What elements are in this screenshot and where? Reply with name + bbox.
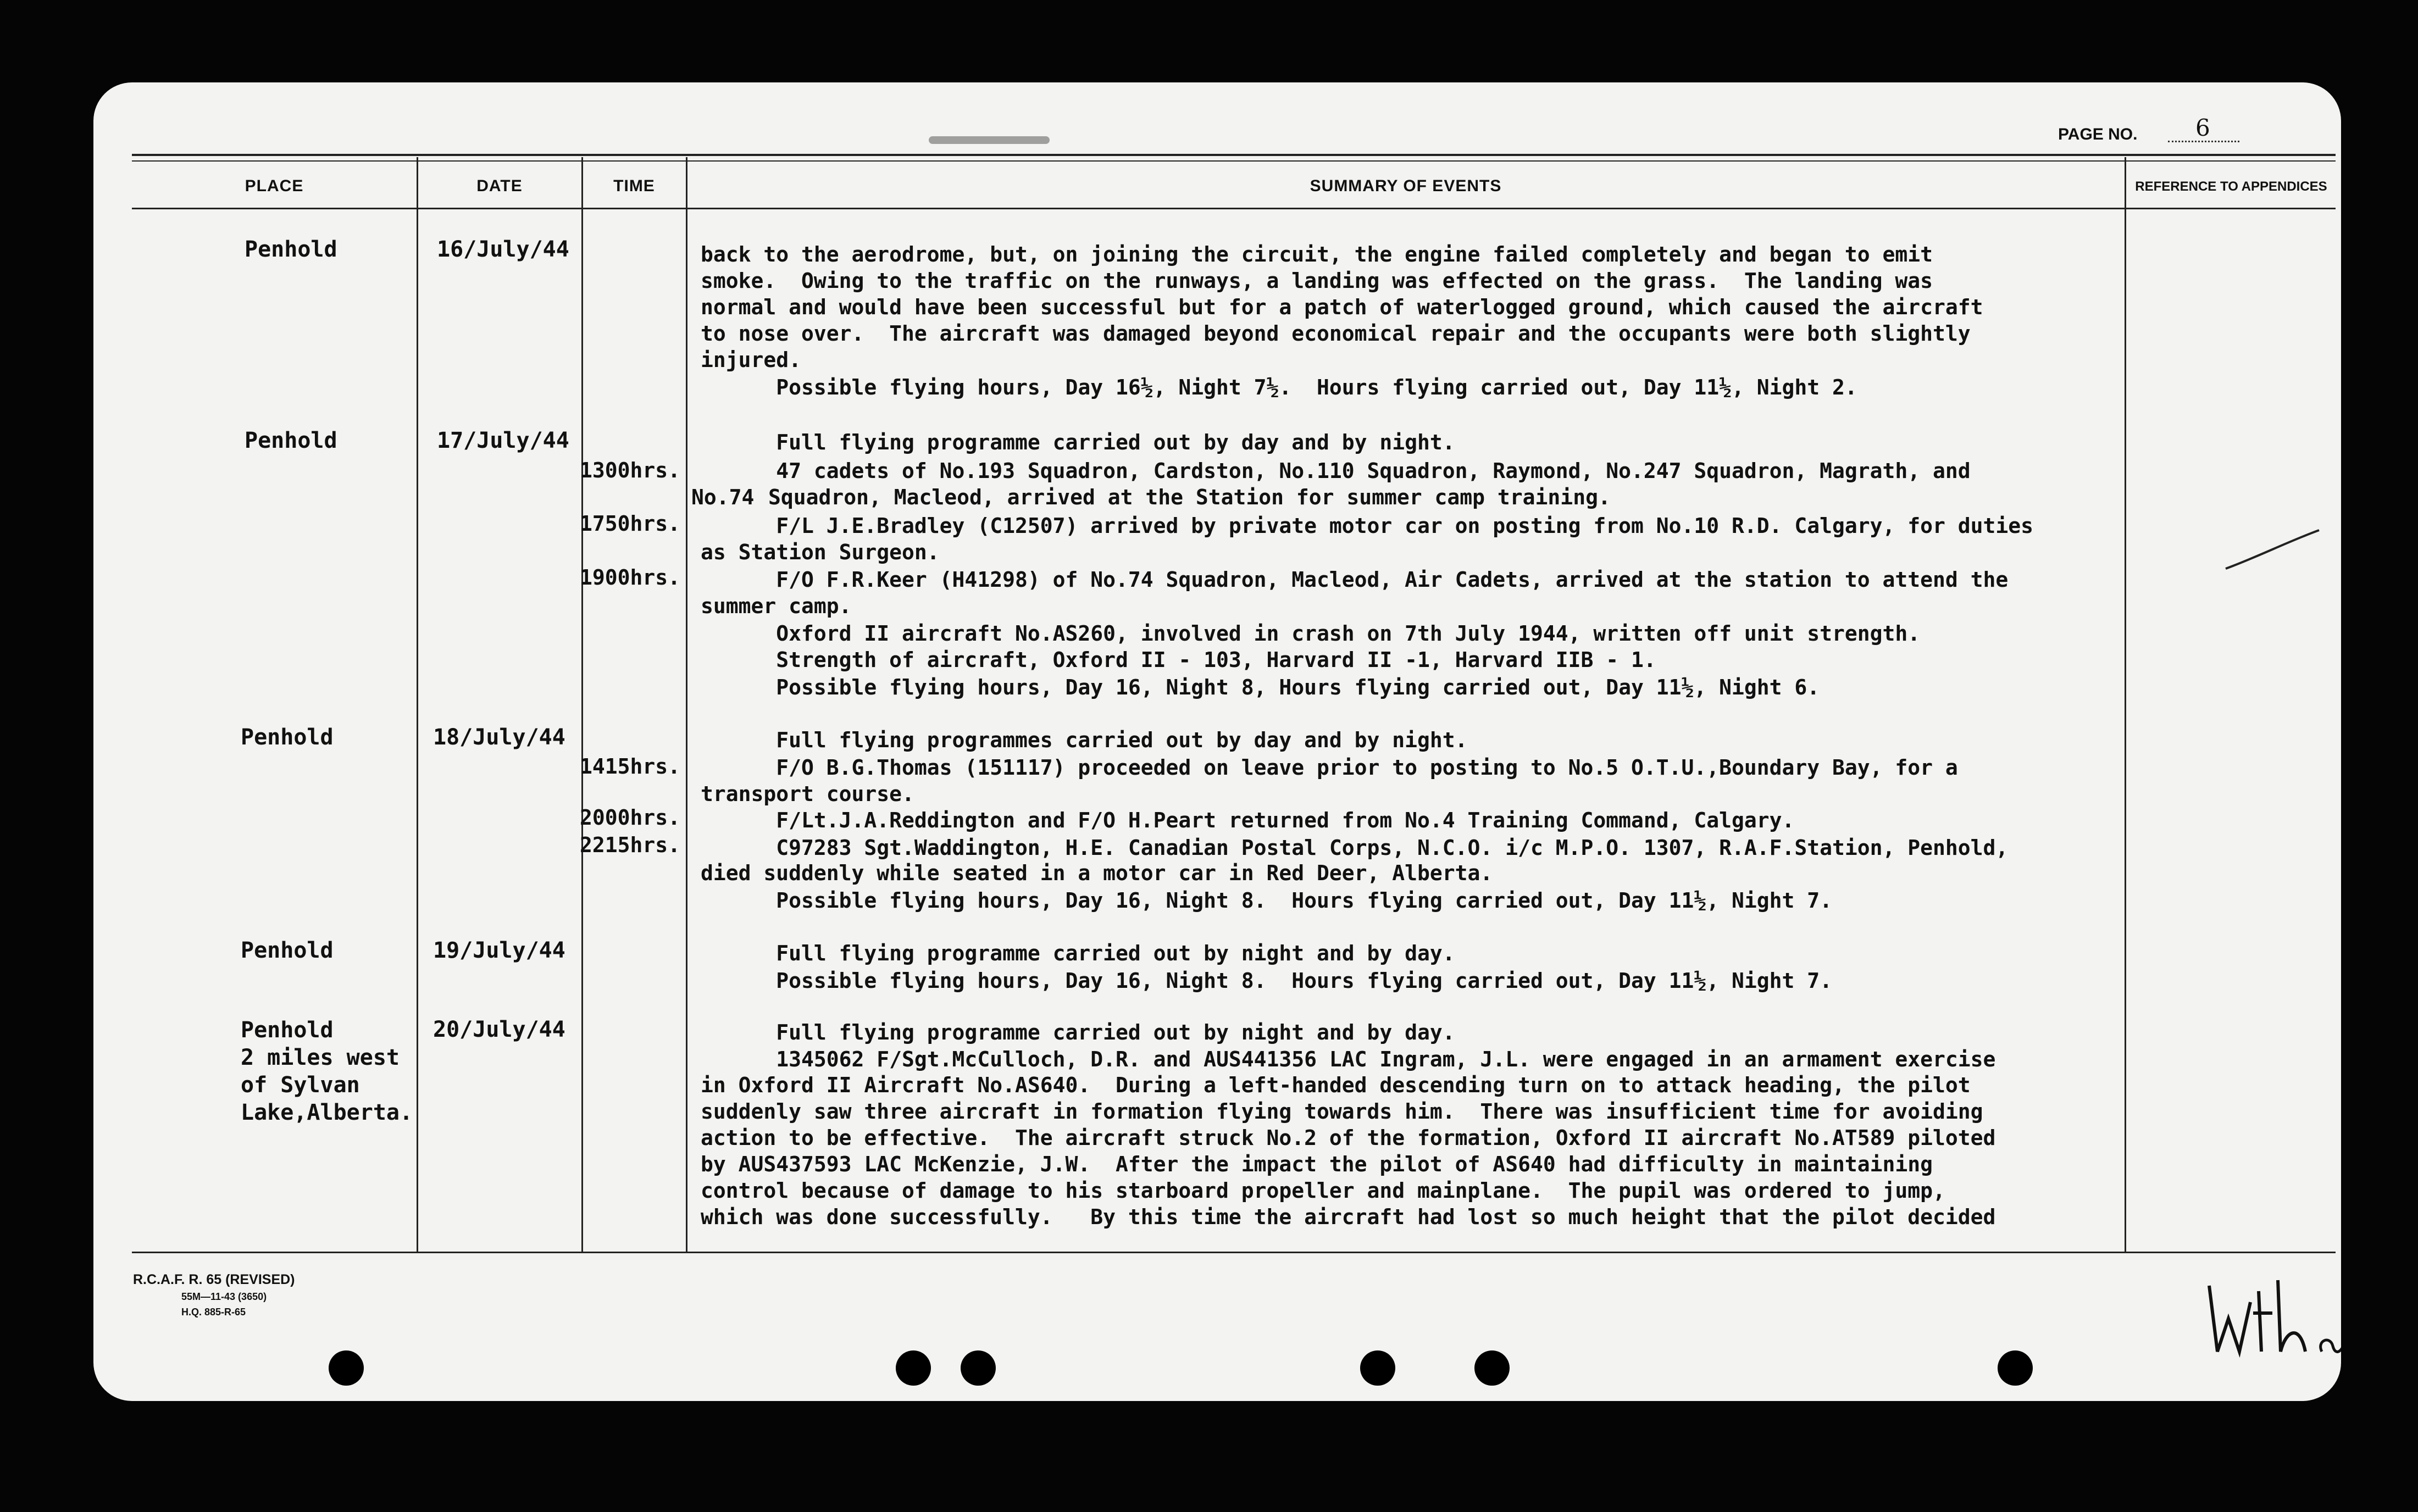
punch-hole — [961, 1350, 996, 1386]
diary-sheet — [93, 82, 2341, 1401]
summary-line: Possible flying hours, Day 16, Night 8. Hours flying carried out, Day 11½, Night 7. — [701, 969, 1833, 993]
handwritten-tick-mark — [2223, 527, 2322, 577]
table-bottom-rule — [132, 1252, 2336, 1253]
entry-place: Penhold — [245, 237, 337, 262]
header-reference-to-appendices: REFERENCE TO APPENDICES — [2135, 179, 2327, 194]
summary-line: 47 cadets of No.193 Squadron, Cardston, No.110 Squadron, Raymond, No.247 Squadron, Magrath, and — [701, 459, 1971, 483]
page-number-value: 6 — [2195, 114, 2210, 141]
entry-place: Penhold — [241, 725, 334, 750]
entry-date: 19/July/44 — [433, 938, 565, 963]
summary-line: Oxford II aircraft No.AS260, involved in crash on 7th July 1944, written off unit strength. — [701, 621, 1921, 646]
entry-date: 18/July/44 — [433, 725, 565, 750]
entry-date: 16/July/44 — [437, 237, 569, 262]
header-date: DATE — [476, 177, 523, 195]
ink-smudge — [929, 136, 1050, 144]
header-time: TIME — [613, 177, 655, 195]
summary-line: C97283 Sgt.Waddington, H.E. Canadian Postal Corps, N.C.O. i/c M.P.O. 1307, R.A.F.Station, Penhold, — [701, 836, 2009, 860]
entry-date: 20/July/44 — [433, 1017, 565, 1042]
punch-hole — [329, 1350, 364, 1386]
summary-line: smoke. Owing to the traffic on the runways, a landing was effected on the grass. The landing was — [701, 269, 1933, 293]
form-print-code: 55M—11-43 (3650) — [181, 1291, 267, 1302]
summary-line: control because of damage to his starboard propeller and mainplane. The pupil was ordered to jump, — [701, 1179, 1945, 1203]
summary-line: back to the aerodrome, but, on joining the circuit, the engine failed completely and began to emit — [701, 242, 1933, 266]
table-top-rule — [132, 154, 2336, 156]
summary-line: to nose over. The aircraft was damaged beyond economical repair and the occupants were both slightly — [701, 321, 1971, 346]
summary-line: 1345062 F/Sgt.McCulloch, D.R. and AUS441356 LAC Ingram, J.L. were engaged in an armament exercise — [701, 1047, 1996, 1071]
summary-line: Full flying programme carried out by night and by day. — [701, 1020, 1455, 1044]
column-divider-date-time — [581, 157, 583, 1253]
summary-line: action to be effective. The aircraft struck No.2 of the formation, Oxford II aircraft No.AT589 piloted — [701, 1126, 1996, 1150]
page-number-label: PAGE NO. — [2058, 125, 2138, 143]
summary-line: Full flying programme carried out by day and by night. — [701, 430, 1455, 454]
summary-line: transport course. — [701, 782, 914, 806]
summary-line: F/O F.R.Keer (H41298) of No.74 Squadron, Macleod, Air Cadets, arrived at the station to attend the — [701, 568, 2009, 592]
summary-line: died suddenly while seated in a motor car in Red Deer, Alberta. — [701, 861, 1493, 885]
summary-line: F/L J.E.Bradley (C12507) arrived by private motor car on posting from No.10 R.D. Calgary, for duties — [701, 514, 2034, 538]
punch-hole — [1474, 1350, 1510, 1386]
form-hq-reference: H.Q. 885-R-65 — [181, 1307, 246, 1318]
summary-line: injured. — [701, 348, 802, 372]
header-summary: SUMMARY OF EVENTS — [1310, 177, 1502, 195]
header-bottom-rule — [132, 208, 2336, 209]
summary-line: Full flying programmes carried out by day and by night. — [701, 728, 1468, 752]
punch-hole — [896, 1350, 931, 1386]
entry-place: Penhold — [241, 938, 334, 963]
entry-time: 2000hrs. — [580, 805, 681, 830]
summary-line: summer camp. — [701, 594, 852, 618]
summary-line: suddenly saw three aircraft in formation flying towards him. There was insufficient time for avoiding — [701, 1099, 1983, 1124]
header-place: PLACE — [245, 177, 304, 195]
margin-note: No.74 — [691, 485, 755, 509]
summary-line: Squadron, Macleod, arrived at the Station for summer camp training. — [768, 485, 1611, 509]
entry-time: 2215hrs. — [580, 833, 681, 857]
summary-line: by AUS437593 LAC McKenzie, J.W. After the impact the pilot of AS640 had difficulty in maintaining — [701, 1152, 1933, 1176]
summary-line: Possible flying hours, Day 16, Night 8. Hours flying carried out, Day 11½, Night 7. — [701, 888, 1833, 913]
punch-hole — [1360, 1350, 1395, 1386]
entry-place: Penhold — [245, 428, 337, 453]
table-top-rule-thin — [132, 160, 2336, 162]
entry-time: 1750hrs. — [580, 512, 681, 536]
entry-time: 1900hrs. — [580, 565, 681, 590]
summary-line: Possible flying hours, Day 16, Night 8, Hours flying carried out, Day 11½, Night 6. — [701, 675, 1820, 699]
summary-line: which was done successfully. By this time the aircraft had lost so much height that the pilot decided — [701, 1205, 1996, 1229]
punch-hole — [1998, 1350, 2033, 1386]
summary-line: in Oxford II Aircraft No.AS640. During a left-handed descending turn on to attack heading, the pilot — [701, 1073, 1971, 1097]
summary-line: as Station Surgeon. — [701, 540, 940, 564]
summary-line: F/Lt.J.A.Reddington and F/O H.Peart returned from No.4 Training Command, Calgary. — [701, 808, 1795, 832]
entry-time: 1415hrs. — [580, 754, 681, 779]
summary-line: F/O B.G.Thomas (151117) proceeded on leave prior to posting to No.5 O.T.U.,Boundary Bay, for a — [701, 755, 1958, 780]
entry-date: 17/July/44 — [437, 428, 569, 453]
entry-place: Penhold 2 miles west of Sylvan Lake,Alberta. — [241, 1018, 413, 1125]
handwritten-signature — [2198, 1269, 2341, 1368]
form-identifier: R.C.A.F. R. 65 (REVISED) — [133, 1272, 295, 1287]
entry-time: 1300hrs. — [580, 458, 681, 482]
column-divider-time-summary — [686, 157, 687, 1253]
summary-line: Strength of aircraft, Oxford II - 103, Harvard II -1, Harvard IIB - 1. — [701, 648, 1656, 672]
summary-line: normal and would have been successful but for a patch of waterlogged ground, which caused the aircraft — [701, 295, 1983, 319]
column-divider-place-date — [417, 157, 418, 1253]
summary-line: Full flying programme carried out by night and by day. — [701, 941, 1455, 965]
summary-line: Possible flying hours, Day 16½, Night 7½. Hours flying carried out, Day 11½, Night 2. — [701, 375, 1857, 399]
